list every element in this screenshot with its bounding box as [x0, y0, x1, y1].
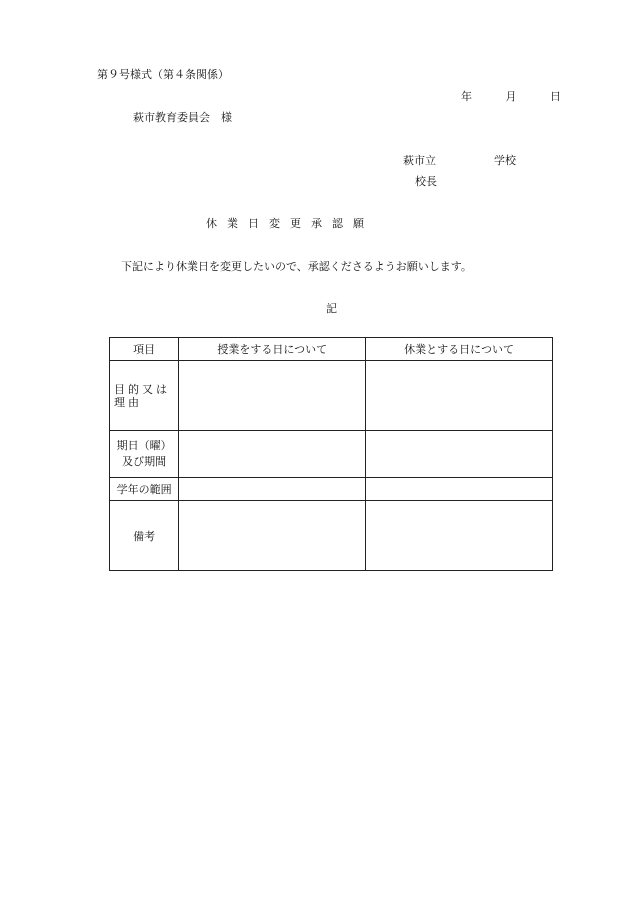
label-reason: [110, 361, 179, 431]
header-class-day: 授業をする日について: [179, 338, 366, 361]
cell-reason-holiday[interactable]: [366, 361, 553, 431]
cell-reason-class-day[interactable]: [179, 361, 366, 431]
date-month: 月: [505, 90, 517, 103]
label-reason-line2: 理由: [114, 395, 142, 409]
label-grade: 学年の範囲: [110, 478, 179, 501]
principal-label: 校長: [415, 175, 437, 188]
date-line: [461, 88, 561, 104]
cell-period-holiday[interactable]: [366, 431, 553, 478]
cell-notes-class-day[interactable]: [179, 501, 366, 571]
table-header-row: [110, 338, 553, 361]
label-period-line2: 及び期間: [122, 455, 167, 468]
application-table: [109, 337, 553, 571]
table-row-notes: [110, 501, 553, 571]
date-year: 年: [461, 90, 472, 103]
header-item: 項目: [110, 338, 179, 361]
label-period-line1: 期日（曜）: [116, 439, 172, 452]
school-suffix: 学校: [494, 154, 516, 167]
addressee: 萩市教育委員会 様: [133, 111, 232, 124]
label-period: [110, 431, 179, 478]
table-row-grade: [110, 478, 553, 501]
body-text: 下記により休業日を変更したいので、承認くださるようお願いします。: [121, 260, 472, 273]
document-title: 休業日変更承認願: [206, 217, 374, 230]
cell-grade-class-day[interactable]: [179, 478, 366, 501]
cell-grade-holiday[interactable]: [366, 478, 553, 501]
header-holiday: 休業とする日について: [366, 338, 553, 361]
cell-notes-holiday[interactable]: [366, 501, 553, 571]
school-prefix: 萩市立: [403, 154, 436, 167]
ki-label: 記: [326, 302, 337, 315]
cell-period-class-day[interactable]: [179, 431, 366, 478]
school-line: [403, 152, 516, 168]
form-number: 第９号様式（第４条関係）: [97, 68, 229, 81]
label-reason-line1: 目的又は: [114, 382, 170, 396]
label-notes: 備考: [110, 501, 179, 571]
table-row-period: [110, 431, 553, 478]
table-row-reason: [110, 361, 553, 431]
date-day: 日: [550, 90, 561, 103]
